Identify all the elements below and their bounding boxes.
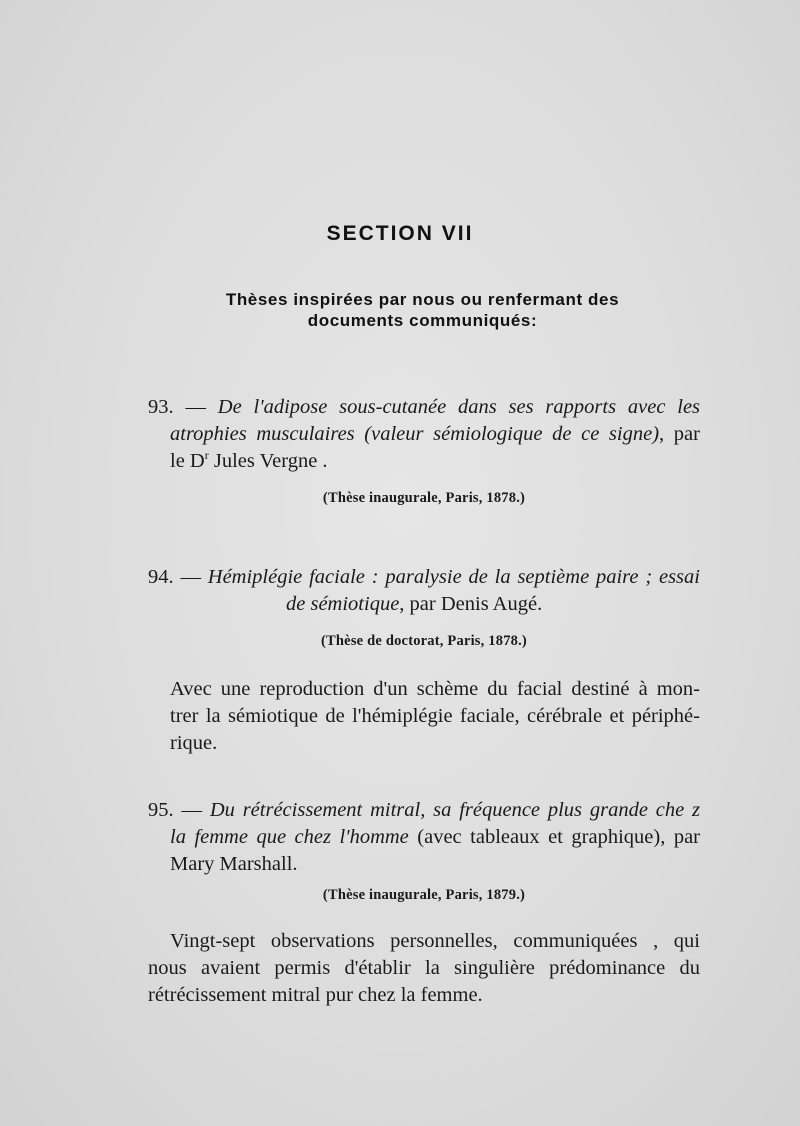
entry-95-description: [148, 928, 700, 1009]
entry-author: Jules Vergne .: [208, 450, 328, 472]
entry-dash: —: [180, 566, 201, 588]
entry-93-line-3: [148, 448, 700, 475]
entry-number: 94.: [148, 566, 174, 588]
description-line-2: nous avaient permis d'établir la singulière prédominance du: [148, 957, 700, 979]
entry-95-line-3: [148, 851, 700, 878]
entry-93-note: (Thèse inaugurale, Paris, 1878.): [322, 490, 526, 506]
entry-title: De l'adipose sous-cutanée dans ses rapports avec les: [217, 396, 701, 418]
entry-title-cont: atrophies musculaires (valeur sémiologique de ce signe): [170, 423, 660, 445]
entry-95-line-1: [148, 797, 700, 824]
entry-author: Mary Marshall.: [170, 853, 298, 875]
description-line-1: Avec une reproduction d'un schème du facial destiné à mon-: [170, 678, 700, 700]
subtitle-line-2: documents communiqués:: [307, 311, 538, 330]
entry-author-prefix: le D: [170, 450, 205, 472]
entry-author: , par Denis Augé.: [399, 593, 543, 615]
entry-93-line-1: [148, 394, 700, 421]
entry-author-lead: , par: [659, 423, 700, 445]
description-line-2: trer la sémiotique de l'hémiplégie faciale, cérébrale et périphé-: [170, 705, 700, 727]
subtitle-line-1: Thèses inspirées par nous ou renfermant des: [225, 290, 620, 309]
entry-number: 93.: [148, 396, 174, 418]
entry-94-note: (Thèse de doctorat, Paris, 1878.): [321, 633, 527, 649]
description-line-3: rétrécissement mitral pur chez la femme.: [148, 984, 483, 1006]
description-line-1: Vingt-sept observations personnelles, communiquées , qui: [170, 930, 700, 952]
entry-93: [148, 394, 700, 475]
entry-95-note: (Thèse inaugurale, Paris, 1879.): [322, 887, 526, 903]
entry-title: Du rétrécissement mitral, sa fréquence plus grande che z: [209, 799, 701, 821]
entry-author-lead: (avec tableaux et graphique), par: [408, 826, 701, 848]
entry-95-line-2: [148, 824, 700, 851]
entry-94-line-1: [148, 564, 700, 591]
entry-author-sup: r: [204, 448, 209, 463]
entry-title-cont: de sémiotique: [286, 593, 400, 615]
description-line-3: rique.: [170, 732, 218, 754]
entry-dash: —: [185, 396, 206, 418]
entry-94-description: [148, 676, 700, 757]
entry-94-line-2: [148, 591, 700, 618]
entry-93-line-2: [148, 421, 700, 448]
section-subtitle: [140, 289, 705, 331]
entry-number: 95.: [148, 799, 174, 821]
entry-title: Hémiplégie faciale : paralysie de la septième paire ; essai: [207, 566, 700, 588]
entry-dash: —: [181, 799, 202, 821]
entry-95: [148, 797, 700, 878]
entry-title-cont: la femme que chez l'homme: [170, 826, 409, 848]
section-title: SECTION VII: [326, 222, 474, 245]
entry-94: [148, 564, 700, 618]
